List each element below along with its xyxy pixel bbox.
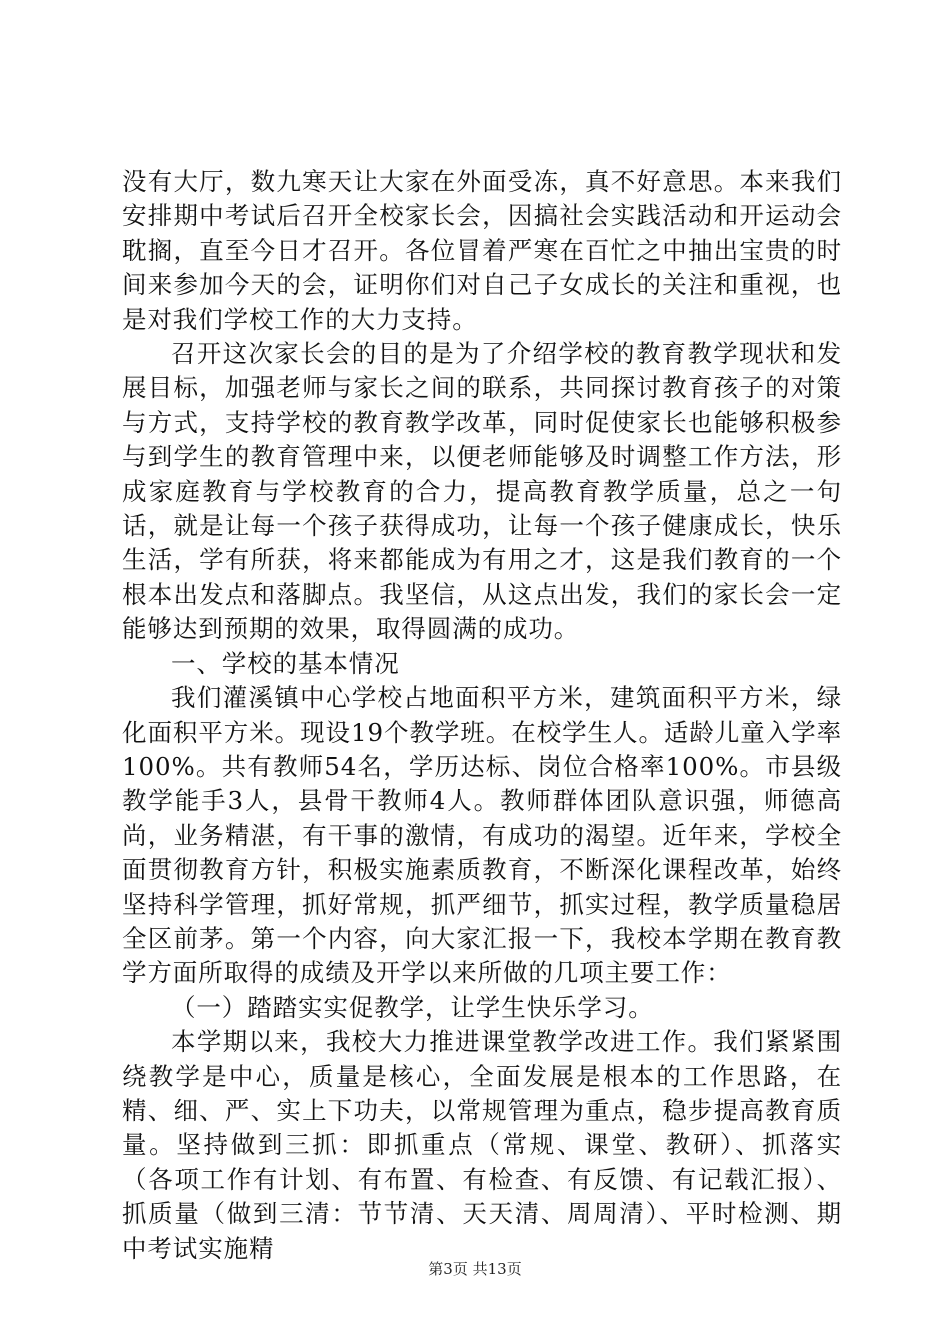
paragraph-teaching: 本学期以来，我校大力推进课堂教学改进工作。我们紧紧围绕教学是中心，质量是核心，全面发展是根本的工作思路，在精、细、严、实上下功夫，以常规管理为重点，稳步提高教育质量。坚持做到三抓：即抓重点（常规、课堂、教研）、抓落实（各项工作有计划、有布置、有检查、有反馈、有记载汇报）、抓质量（做到三清：节节清、天天清、周周清）、平时检测、期中考试实施精 [122, 1027, 842, 1263]
paragraph-purpose: 召开这次家长会的目的是为了介绍学校的教育教学现状和发展目标，加强老师与家长之间的联系，共同探讨教育孩子的对策与方式，支持学校的教育教学改革，同时促使家长也能够积极参与到学生的教育管理中来，以便老师能够及时调整工作方法，形成家庭教育与学校教育的合力，提高教育教学质量，总之一句话，就是让每一个孩子获得成功，让每一个孩子健康成长，快乐生活，学有所获，将来都能成为有用之才，这是我们教育的一个根本出发点和落脚点。我坚信，从这点出发，我们的家长会一定能够达到预期的效果，取得圆满的成功。 [122, 339, 842, 644]
paragraph-continued: 没有大厅，数九寒天让大家在外面受冻，真不好意思。本来我们安排期中考试后召开全校家长会，因搞社会实践活动和开运动会耽搁，直至今日才召开。各位冒着严寒在百忙之中抽出宝贵的时间来参加今天的会，证明你们对自己子女成长的关注和重视，也是对我们学校工作的大力支持。 [122, 167, 842, 334]
document-body [122, 165, 842, 1266]
subsection-heading-teaching: （一）踏踏实实促教学，让学生快乐学习。 [171, 992, 654, 1022]
section-heading-school-overview: 一、学校的基本情况 [171, 648, 400, 678]
page-footer: 第3页 共13页 [428, 1260, 522, 1278]
paragraph-school-overview: 我们灌溪镇中心学校占地面积平方米，建筑面积平方米，绿化面积平方米。现设19个教学班。在校学生人。适龄儿童入学率100%。共有教师54名，学历达标、岗位合格率100%。市县级教学能手3人，县骨干教师4人。教师群体团队意识强，师德高尚，业务精湛，有干事的激情，有成功的渴望。近年来，学校全面贯彻教育方针，积极实施素质教育，不断深化课程改革，始终坚持科学管理，抓好常规，抓严细节，抓实过程，教学质量稳居全区前茅。第一个内容，向大家汇报一下，我校本学期在教育教学方面所取得的成绩及开学以来所做的几项主要工作： [122, 683, 842, 988]
